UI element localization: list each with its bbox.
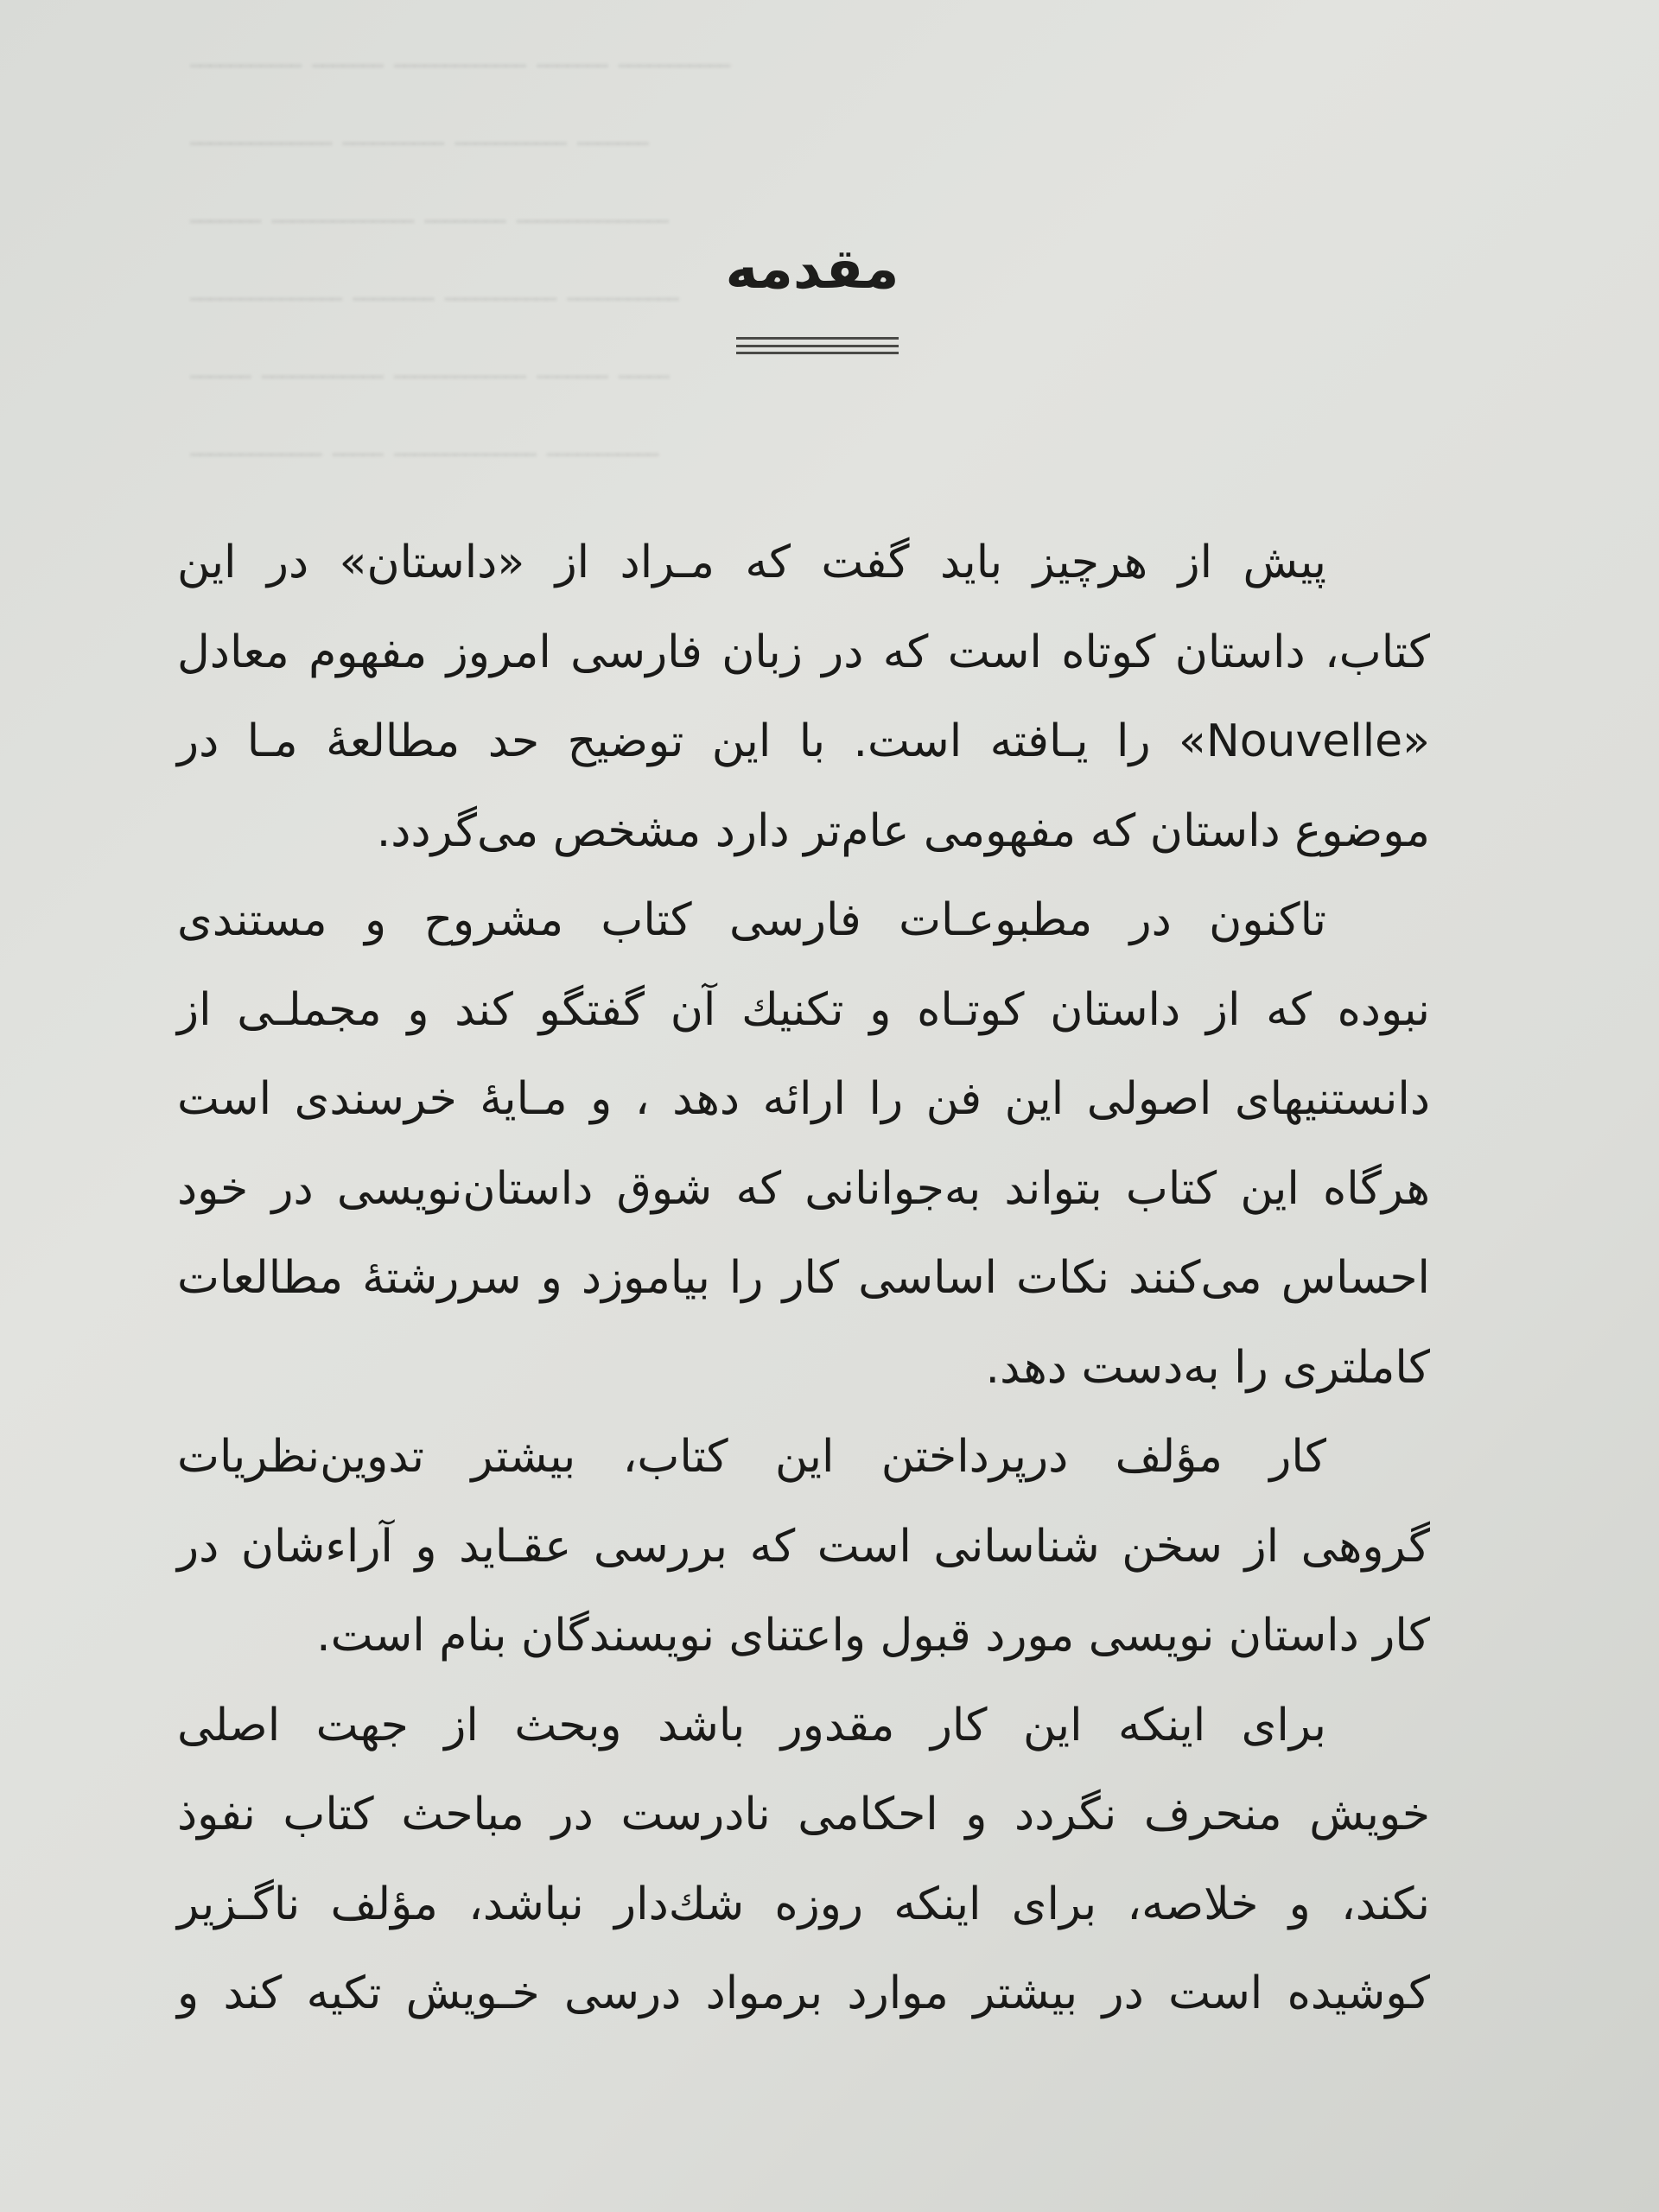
text-line: کار مؤلف درپرداختن این کتاب، بیشتر تدوین‌نظریات bbox=[177, 1431, 1326, 1483]
text-line: نکند، و خلاصه، برای اینکه روزه شك‌دار نباشد، مؤلف ناگـزیر bbox=[177, 1878, 1430, 1930]
text-line: «Nouvelle» را یـافته است. با این توضیح حد مطالعهٔ مـا در bbox=[177, 715, 1430, 767]
text-line: موضوع داستان که مفهومی عام‌تر دارد مشخص می‌گردد. bbox=[376, 804, 1430, 857]
page-title: مقدمه bbox=[725, 238, 899, 302]
show-through-texture: ـــــــــــ ـــــــ ـــــــــــــ ـــــــ ـــــــــــ ــــــــــــــ ــــــــــ ـــــــــــ ـــــــ ـــــــ ــــــــــــــ ــــــــ ـــــــــــــــ ـــــــــــــــ ــــــــ ـــــــــــ ـــــــــــ ــــــ ــــــــــــ ـــــــــــــ ـــــــ ـــــ ـــــــــــــ ـــــ ــــــــــــــ ـــــــــــ bbox=[190, 36, 731, 465]
text-line: نبوده که از داستان کوتـاه و تکنیك آن گفتگو کند و مجملـی از bbox=[177, 983, 1430, 1036]
text-line: دانستنیهای اصولی این فن را ارائه دهد ، و مـایهٔ خرسندی است bbox=[177, 1073, 1430, 1125]
text-line: کاملتری را به‌دست دهد. bbox=[985, 1341, 1430, 1394]
title-underline bbox=[736, 337, 899, 354]
chapter-heading bbox=[0, 238, 1659, 302]
body-text bbox=[177, 518, 1430, 2039]
text-line: برای اینکه این کار مقدور باشد وبحث از جهت اصلی bbox=[177, 1699, 1326, 1751]
text-line: گروهی از سخن شناسانی است که بررسی عقـاید و آراءشان در bbox=[177, 1520, 1430, 1573]
text-line: کتاب، داستان کوتاه است که در زبان فارسی امروز مفهوم معادل bbox=[177, 626, 1430, 678]
text-line: خویش منحرف نگردد و احکامی نادرست در مباحث کتاب نفوذ bbox=[177, 1789, 1430, 1840]
text-line: پیش از هرچیز باید گفت که مـراد از «داستان» در این bbox=[177, 537, 1326, 588]
text-line: احساس می‌کنند نکات اساسی کار را بیاموزد و سررشتهٔ مطالعات bbox=[177, 1252, 1430, 1304]
text-line: کوشیده است در بیشتر موارد برمواد درسی خـویش تکیه کند و bbox=[177, 1967, 1430, 2019]
text-line: تاکنون در مطبوعـات فارسی کتاب مشروح و مستندی bbox=[177, 894, 1326, 946]
text-line: کار داستان نویسی مورد قبول واعتنای نویسندگان بنام است. bbox=[316, 1610, 1430, 1662]
text-line: هرگاه این کتاب بتواند به‌جوانانی که شوق داستان‌نویسی در خود bbox=[177, 1162, 1430, 1215]
